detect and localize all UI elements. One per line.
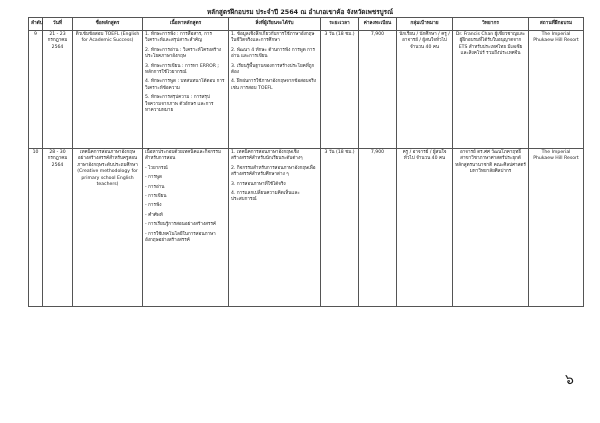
row-duration: 3 วัน (18 ชม.)	[321, 31, 359, 149]
outcome-line: 4. การแลกเปลี่ยนความคิดเห็นและประสบการณ์	[231, 191, 300, 203]
content-line: - การเขียน	[145, 194, 167, 200]
header-speaker: วิทยากร	[453, 18, 529, 31]
outcome-line: 4. ฝึกฝนการใช้ภาษาอังกฤษจากข้อสอบจริง เช่น การสอบ TOEFL	[231, 79, 316, 91]
row-content	[143, 149, 229, 307]
row-venue: The Imperial Phukaew Hill Resort	[529, 149, 584, 307]
header-outcome: สิ่งที่ผู้เรียนจะได้รับ	[229, 18, 321, 31]
header-content: เนื้อหาหลักสูตร	[143, 18, 229, 31]
row-fee: 7,900	[359, 31, 397, 149]
header-course: ชื่อหลักสูตร	[73, 18, 143, 31]
header-fee: ค่าลงทะเบียน	[359, 18, 397, 31]
row-course: ติวเข้มข้อสอบ TOEFL (English for Academic Success)	[73, 31, 143, 149]
content-line: 3. ทักษะการเขียน : การหา ERROR ; หลักการใช้ไวยากรณ์	[145, 63, 219, 76]
outcome-line: 1. ข้อมูลเชิงลึกเกี่ยวกับการใช้ภาษาอังกฤษในชีวิตจริงและการศึกษา	[231, 32, 315, 44]
header-target: กลุ่มเป้าหมาย	[397, 18, 453, 31]
content-line: - การพูด	[145, 175, 162, 181]
outcome-line: 2. กิจกรรมสำหรับการสอนภาษาอังกฤษเพื่อสร้างสรรค์สำหรับศึกษาต่าง ๆ	[231, 165, 316, 178]
header-date: วันที่	[43, 18, 73, 31]
row-speaker: อาจารย์ ดร.ศศ วัฒนโภคาฤทธิ์ สาขาวิชาภาษาศาสตร์ประยุกต์ หลักสูตรนานาชาติ คณะศิลปศาสตร์ มหาวิทยาลัยศิลปากร	[453, 149, 529, 307]
content-line: - การเรียนรู้การสอนอย่างสร้างสรรค์	[145, 222, 216, 228]
table-row	[29, 31, 584, 149]
header-no: ลำดับ	[29, 18, 43, 31]
row-target: นักเรียน / นักศึกษา / ครู / อาจารย์ / ผู้สนใจทั่วไป จำนวน 40 คน	[397, 31, 453, 149]
header-venue: สถานที่ฝึกอบรม	[529, 18, 584, 31]
page-title: หลักสูตรฝึกอบรม ประจำปี 2564 ณ อำเภอเขาค้อ จังหวัดเพชรบูรณ์	[206, 8, 394, 16]
row-no: 10	[29, 149, 43, 307]
content-line: 4. ทักษะการพูด : บทสนทนาโต้ตอบ การวิเคราะห์ข้อความ	[145, 79, 225, 91]
content-line: - ไวยากรณ์	[145, 165, 168, 171]
outcome-line: 3. เรียนรู้พื้นฐานของการสร้างประโยคที่ถูกต้อง	[231, 63, 315, 76]
header-duration: ระยะเวลา	[321, 18, 359, 31]
content-line: - การใช้เทคโนโลยีในการสอนภาษาอังกฤษอย่างสร้างสรรค์	[145, 231, 216, 244]
outcome-line: 3. การสอนภาษาที่ใช้ได้จริง	[231, 181, 286, 187]
row-date: 28 - 30 กรกฎาคม 2564	[43, 149, 73, 307]
row-duration: 3 วัน (18 ชม.)	[321, 149, 359, 307]
outcome-line: 1. เทคนิคการสอนภาษาอังกฤษเชิงสร้างสรรค์สำหรับนักเรียนระดับต่างๆ	[231, 150, 303, 162]
row-venue: The Imperial Phukaew Hill Resort	[529, 31, 584, 149]
content-line: เนื้อหาประกอบด้วยเทคนิคและกิจกรรมสำหรับการสอน	[145, 150, 221, 162]
outcome-line: 2. พัฒนา 4 ทักษะ ด้านการฟัง การพูด การอ่าน และการเขียน	[231, 47, 315, 60]
row-no: 9	[29, 31, 43, 149]
row-course: เทคนิคการสอนภาษาอังกฤษอย่างสร้างสรรค์สำหรับครูสอนภาษาอังกฤษระดับประถมศึกษา (Creative methodology for primary school English teachers)	[73, 149, 143, 307]
content-line: 5. ทักษะการสรุปความ : การสรุปใจความจากภาพ ตัวอักษร และการหาความหมาย	[145, 95, 214, 114]
course-table	[28, 17, 584, 307]
row-target: ครู / อาจารย์ / ผู้สนใจทั่วไป จำนวน 40 คน	[397, 149, 453, 307]
row-content	[143, 31, 229, 149]
content-line: 1. ทักษะการฟัง : การสื่อสาร, การวิเคราะห์และสรุปสาระสำคัญ	[145, 32, 212, 44]
row-outcome	[229, 149, 321, 307]
row-speaker: Dr. Francis Chan ผู้เชี่ยวชาญและผู้ฝึกอบรมที่ได้รับใบอนุญาตจาก ETS สำหรับประเทศไทย มีเลเซีย และสิงคโปร์ รวมถึงประเทศจีน	[453, 31, 529, 149]
content-line: - คำศัพท์	[145, 212, 163, 218]
row-date: 21 - 23 กรกฎาคม 2564	[43, 31, 73, 149]
row-outcome	[229, 31, 321, 149]
table-header-row	[29, 18, 584, 31]
content-line: - การอ่าน	[145, 184, 165, 190]
page-number: ๖	[565, 372, 574, 388]
content-line: - การฟัง	[145, 203, 162, 209]
table-row	[29, 149, 584, 307]
row-fee: 7,900	[359, 149, 397, 307]
content-line: 2. ทักษะการอ่าน : วิเคราะห์โครงสร้างประโยคภาษาอังกฤษ	[145, 47, 222, 60]
